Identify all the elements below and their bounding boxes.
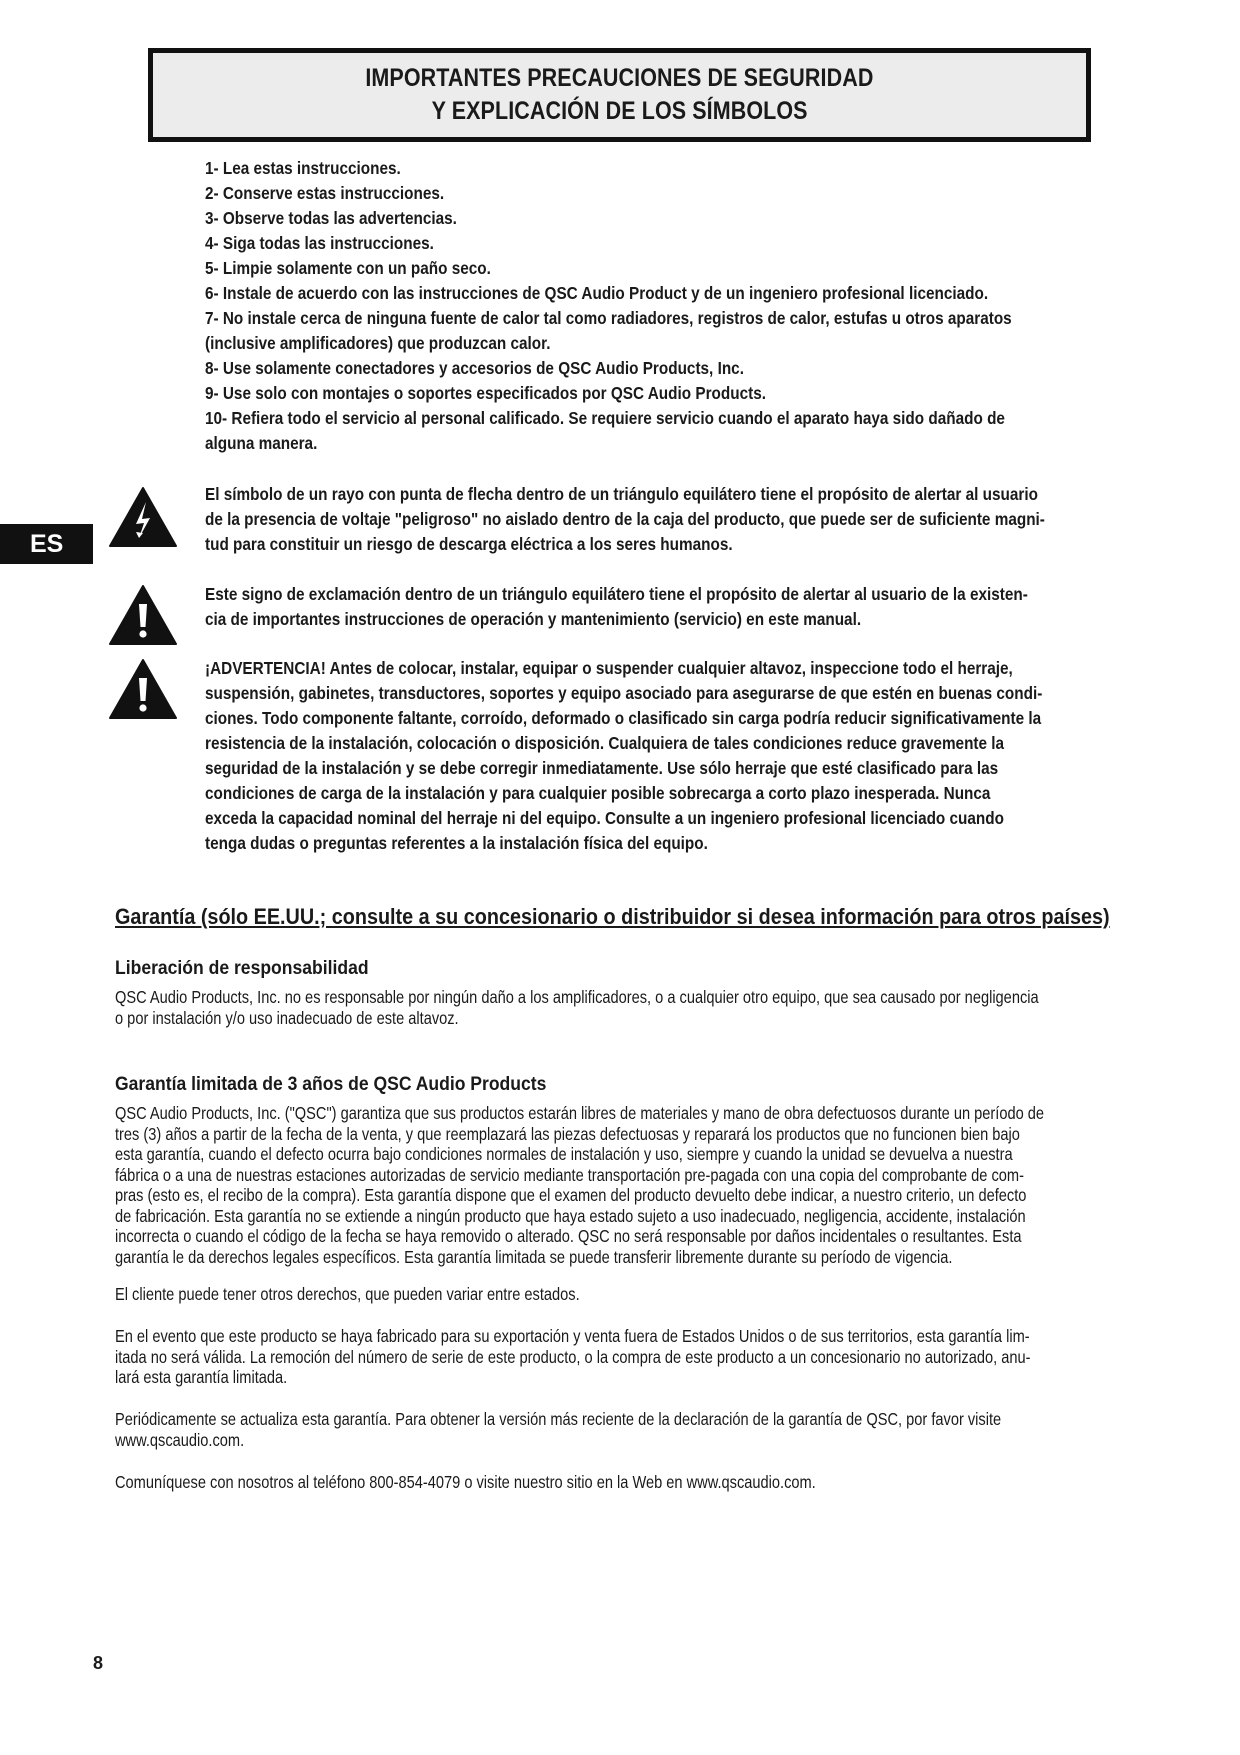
paragraph-line: de fabricación. Esta garantía no se extiende a ningún producto que haya estado sujeto a uso inadecuado, negligencia, accidente, instalación xyxy=(115,1205,1026,1226)
instruction-item: 5- Limpie solamente con un paño seco. xyxy=(205,258,491,278)
paragraph-line: lará esta garantía limitada. xyxy=(115,1367,288,1387)
instruction-item: 3- Observe todas las advertencias. xyxy=(205,208,457,228)
paragraph-line: itada no será válida. La remoción del número de serie de este producto, o la compra de este producto a un concesionario no autorizado, anu- xyxy=(115,1346,1031,1367)
paragraph-line: El cliente puede tener otros derechos, que pueden variar entre estados. xyxy=(115,1284,580,1304)
paragraph-line: fábrica o a una de nuestras estaciones autorizadas de servicio mediante transportación pre-pagada con una copia del comprobante de com- xyxy=(115,1164,1024,1185)
symbol-text-line: exceda la capacidad nominal del herraje ni del equipo. Consulte a un ingeniero profesional licenciado cuando xyxy=(205,808,1004,828)
export-paragraph xyxy=(115,1326,1059,1388)
contact-paragraph xyxy=(115,1472,1059,1493)
lightning-symbol-text xyxy=(205,482,1071,557)
paragraph-line: QSC Audio Products, Inc. ("QSC") garantiza que sus productos estarán libres de materiales y mano de obra defectuosos durante un período de xyxy=(115,1103,1045,1123)
paragraph-line: www.qscaudio.com. xyxy=(115,1429,245,1450)
symbol-text-line: resistencia de la instalación, colocación o disposición. Cualquiera de tales condiciones reduce gravemente la xyxy=(205,733,1005,753)
page-number: 8 xyxy=(93,1653,104,1673)
paragraph-line: tres (3) años a partir de la fecha de la venta, y que reemplazará las piezas defectuosas y reparará los productos que no funcionen bien bajo xyxy=(115,1123,1020,1144)
symbol-text-line: Este signo de exclamación dentro de un triángulo equilátero tiene el propósito de alertar al usuario de la existen- xyxy=(205,584,1028,604)
instruction-item: 2- Conserve estas instrucciones. xyxy=(205,183,445,203)
instruction-list xyxy=(205,156,1071,456)
symbol-text-line: ciones. Todo componente faltante, corroído, deformado o clasificado sin carga podría reducir significativamente la xyxy=(205,708,1042,728)
exclamation-symbol-text xyxy=(205,582,1071,632)
language-tab: ES xyxy=(0,524,93,564)
symbol-text-line: El símbolo de un rayo con punta de flecha dentro de un triángulo equilátero tiene el propósito de alertar al usuario xyxy=(205,484,1038,504)
warning-symbol-text xyxy=(205,656,1071,856)
update-paragraph xyxy=(115,1409,1059,1450)
instruction-item: 1- Lea estas instrucciones. xyxy=(205,158,401,178)
instruction-item: 7- No instale cerca de ninguna fuente de calor tal como radiadores, registros de calor, estufas u otros aparatos xyxy=(205,308,1012,328)
rights-paragraph xyxy=(115,1284,1059,1305)
title-line-1: IMPORTANTES PRECAUCIONES DE SEGURIDAD xyxy=(365,64,874,92)
symbol-text-line: de la presencia de voltaje "peligroso" no aislado dentro de la caja del producto, que puede ser de suficiente magni- xyxy=(205,509,1045,529)
paragraph-line: Comuníquese con nosotros al teléfono 800-854-4079 o visite nuestro sitio en la Web en www.qscaudio.com. xyxy=(115,1472,816,1492)
exclamation-triangle-icon xyxy=(108,584,178,646)
symbol-text-line: suspensión, gabinetes, transductores, soportes y equipo asociado para asegurarse de que estén en buenas condi- xyxy=(205,683,1043,703)
limited-warranty-paragraph xyxy=(115,1103,1059,1267)
instruction-item: alguna manera. xyxy=(205,433,318,453)
instruction-item: (inclusive amplificadores) que produzcan calor. xyxy=(205,333,551,353)
paragraph-line: En el evento que este producto se haya fabricado para su exportación y venta fuera de Estados Unidos o de sus territorios, esta garantía lim- xyxy=(115,1326,1030,1346)
paragraph-line: Periódicamente se actualiza esta garantía. Para obtener la versión más reciente de la declaración de la garantía de QSC, por favor visite xyxy=(115,1409,1002,1429)
paragraph-line: garantía le da derechos legales específicos. Esta garantía limitada se puede transferir libremente durante su período de vigencia. xyxy=(115,1246,953,1267)
instruction-item: 9- Use solo con montajes o soportes especificados por QSC Audio Products. xyxy=(205,383,767,403)
disclaimer-title: Liberación de responsabilidad xyxy=(115,957,369,979)
symbol-text-line: seguridad de la instalación y se debe corregir inmediatamente. Use sólo herraje que esté clasificado para las xyxy=(205,758,999,778)
limited-warranty-title: Garantía limitada de 3 años de QSC Audio Products xyxy=(115,1073,547,1095)
lightning-triangle-icon xyxy=(108,486,178,548)
symbol-text-line: cia de importantes instrucciones de operación y mantenimiento (servicio) en este manual. xyxy=(205,609,862,629)
title-box xyxy=(148,48,1091,142)
paragraph-line: o por instalación y/o uso inadecuado de este altavoz. xyxy=(115,1007,459,1028)
symbol-text-line: tenga dudas o preguntas referentes a la instalación física del equipo. xyxy=(205,833,708,853)
instruction-item: 6- Instale de acuerdo con las instrucciones de QSC Audio Product y de un ingeniero profesional licenciado. xyxy=(205,283,989,303)
warning-triangle-icon xyxy=(108,658,178,720)
warranty-heading: Garantía (sólo EE.UU.; consulte a su concesionario o distribuidor si desea información para otros países) xyxy=(115,904,1110,929)
paragraph-line: incorrecta o cuando el código de la fecha se haya removido o alterado. QSC no será responsable por daños incidentales o resultantes. Esta xyxy=(115,1226,1022,1246)
paragraph-line: esta garantía, cuando el defecto ocurra bajo condiciones normales de instalación y uso, siempre y cuando la unidad se devuelva a nuestra xyxy=(115,1144,1013,1164)
symbol-text-line: tud para constituir un riesgo de descarga eléctrica a los seres humanos. xyxy=(205,534,733,554)
title-line-2: Y EXPLICACIÓN DE LOS SÍMBOLOS xyxy=(431,97,808,125)
symbol-text-line: ¡ADVERTENCIA! Antes de colocar, instalar, equipar o suspender cualquier altavoz, inspeccione todo el herraje, xyxy=(205,658,1013,678)
paragraph-line: QSC Audio Products, Inc. no es responsable por ningún daño a los amplificadores, o a cualquier otro equipo, que sea causado por negligencia xyxy=(115,987,1039,1007)
instruction-item: 4- Siga todas las instrucciones. xyxy=(205,233,434,253)
symbol-text-line: condiciones de carga de la instalación y para cualquier posible sobrecarga a corto plazo inesperada. Nunca xyxy=(205,783,991,803)
disclaimer-paragraph xyxy=(115,987,1059,1028)
paragraph-line: pras (esto es, el recibo de la compra). Esta garantía dispone que el examen del producto devuelto debe indicar, a nuestro criterio, un defecto xyxy=(115,1185,1027,1205)
instruction-item: 8- Use solamente conectadores y accesorios de QSC Audio Products, Inc. xyxy=(205,358,744,378)
instruction-item: 10- Refiera todo el servicio al personal calificado. Se requiere servicio cuando el aparato haya sido dañado de xyxy=(205,408,1005,428)
